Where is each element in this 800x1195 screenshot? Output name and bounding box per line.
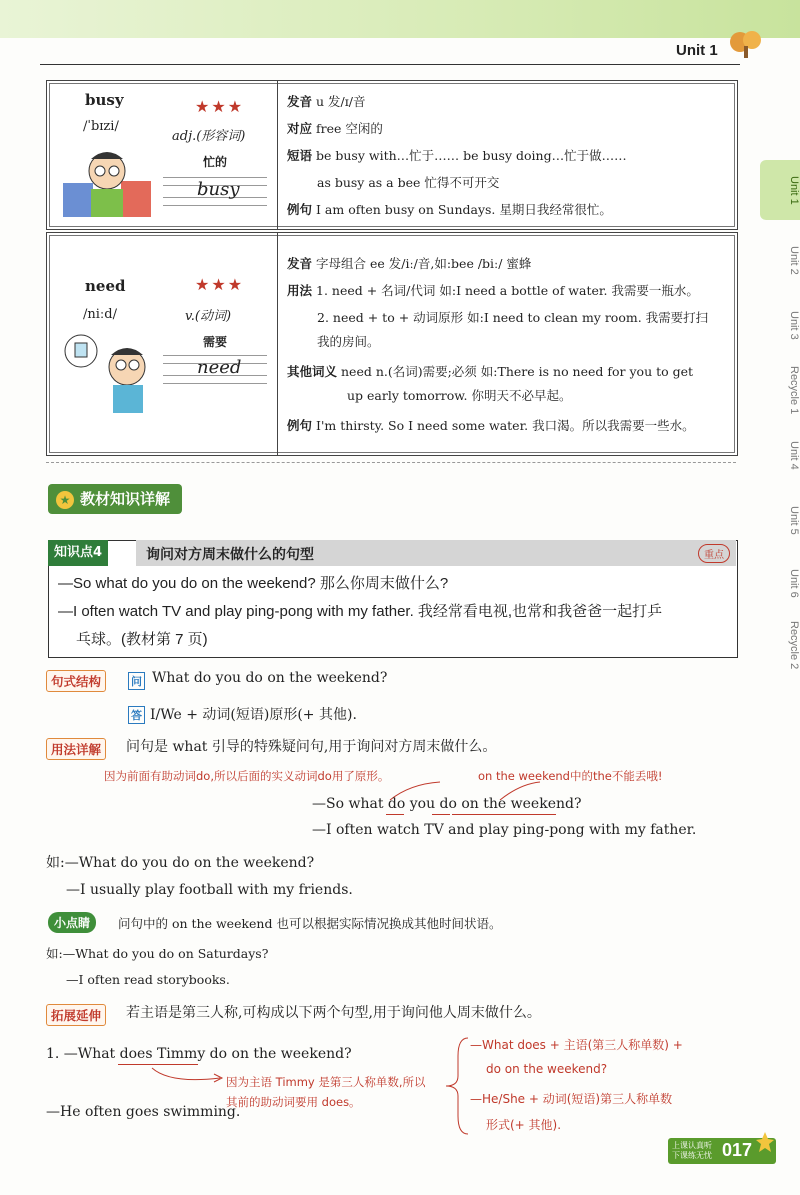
extend-question: 1. —What does Timmy do on the weekend?: [46, 1046, 352, 1062]
tip-answer: —I often read storybooks.: [66, 972, 230, 987]
brace-line-1: —What does + 主语(第三人称单数) +: [470, 1038, 683, 1052]
usage-example-q: —So what do you do on the weekend?: [312, 796, 582, 812]
usage-text: 问句是 what 引导的特殊疑问句,用于询问对方周末做什么。: [126, 739, 497, 755]
top-banner: [0, 0, 800, 38]
underline-does-timmy: [118, 1064, 198, 1065]
knowledge-title: 询问对方周末做什么的句型: [146, 547, 314, 563]
dialog-line-1: —So what do you do on the weekend? 那么你周末做什么?: [58, 575, 449, 592]
mascot-icon: [756, 1132, 774, 1154]
student-illustration: [61, 143, 153, 221]
side-tab-unit3[interactable]: Unit 3: [788, 310, 800, 340]
knowledge-tag: 知识点4: [48, 540, 108, 566]
handwriting-sample: need: [197, 357, 242, 378]
page-number-badge: [668, 1138, 776, 1164]
row-text: u 发/ɪ/音: [316, 94, 366, 109]
star-badge-icon: ★: [56, 491, 74, 509]
footer-slogan: [672, 1141, 712, 1161]
star-rating: ★★★: [195, 97, 245, 116]
answer-icon: 答: [128, 706, 145, 724]
row-label: 短语: [287, 148, 313, 163]
tip-text: 问句中的 on the weekend 也可以根据实际情况换成其他时间状语。: [118, 916, 502, 931]
row-text: I'm thirsty. So I need some water. 我口渴。所以我需要一些水。: [316, 418, 695, 433]
row-label: 发音: [287, 256, 313, 271]
vocab-word: busy: [85, 91, 124, 109]
vocab-phonetic: /niːd/: [83, 307, 117, 322]
structure-answer: I/We + 动词(短语)原形(+ 其他).: [150, 707, 357, 723]
header-rule: [40, 64, 740, 65]
underline-do-2: [432, 814, 450, 815]
row-text: up early tomorrow. 你明天不必早起。: [347, 388, 572, 403]
brace-icon: [440, 1036, 470, 1136]
vocab-details: [287, 255, 732, 441]
underline-weekend: [452, 814, 556, 815]
row-text: 字母组合 ee 发/iː/音,如:bee /biː/ 蜜蜂: [316, 256, 532, 271]
vocab-phonetic: /ˈbɪzi/: [83, 119, 119, 134]
row-text: free 空闲的: [316, 121, 383, 136]
extend-text: 若主语是第三人称,可构成以下两个句型,用于询问他人周末做什么。: [126, 1005, 541, 1021]
side-tab-unit4[interactable]: Unit 4: [788, 440, 800, 470]
annotation-arrow: [150, 1066, 230, 1086]
vocab-meaning: 忙的: [203, 155, 228, 169]
dialog-line-3: 乓球。(教材第 7 页): [76, 631, 208, 648]
extend-answer: —He often goes swimming.: [46, 1104, 241, 1120]
extend-note: 因为主语 Timmy 是第三人称单数,所以其前的助动词要用 does。: [226, 1075, 426, 1109]
handwriting-sample: busy: [197, 179, 240, 200]
row-label: 例句: [287, 202, 313, 217]
row-label: 发音: [287, 94, 313, 109]
usage-label: 用法详解: [46, 738, 106, 760]
section-title: [48, 484, 182, 514]
extend-label: 拓展延伸: [46, 1004, 106, 1026]
tree-icon: [728, 30, 764, 60]
vocab-meaning: 需要: [203, 335, 228, 349]
row-label: 用法: [287, 283, 313, 298]
side-tab-recycle2[interactable]: Recycle 2: [788, 620, 800, 670]
row-label: 对应: [287, 121, 313, 136]
vocab-word: need: [85, 277, 126, 295]
row-text: as busy as a bee 忙得不可开交: [317, 175, 500, 190]
brace-line-2: do on the weekend?: [486, 1062, 608, 1076]
side-tab-unit2[interactable]: Unit 2: [788, 245, 800, 275]
structure-question: What do you do on the weekend?: [152, 670, 388, 686]
question-icon: 问: [128, 672, 145, 690]
part-of-speech: adj.(形容词): [172, 129, 246, 144]
key-point-badge: 重点: [698, 544, 730, 563]
side-tab-unit5[interactable]: Unit 5: [788, 505, 800, 535]
dialog-line-2: —I often watch TV and play ping-pong with my father. 我经常看电视,也常和我爸爸一起打乒: [58, 603, 663, 620]
row-text: 2. need + to + 动词原形 如:I need to clean my room. 我需要打扫: [317, 310, 709, 325]
section-title-text: 教材知识详解: [80, 490, 171, 508]
unit-title: Unit 1: [676, 42, 718, 59]
vocab-card-busy: [46, 80, 738, 230]
star-rating: ★★★: [195, 275, 245, 294]
usage-example-a: —I often watch TV and play ping-pong with my father.: [312, 822, 697, 838]
underline-do: [386, 814, 404, 815]
slogan-line-1: 上课认真听: [672, 1141, 712, 1150]
tip-question: 如:—What do you do on Saturdays?: [46, 946, 269, 961]
slogan-line-2: 下课练无忧: [672, 1151, 712, 1160]
tip-label: 小点睛: [48, 912, 96, 933]
page-number: 017: [722, 1140, 753, 1160]
brace-line-3: —He/She + 动词(短语)第三人称单数: [470, 1092, 673, 1106]
side-tab-unit6[interactable]: Unit 6: [788, 568, 800, 598]
side-tab-recycle1[interactable]: Recycle 1: [788, 365, 800, 415]
vocab-card-need: [46, 232, 738, 456]
usage-note-2: on the weekend中的the不能丢哦!: [478, 769, 663, 783]
side-tab-unit1[interactable]: Unit 1: [760, 160, 800, 220]
thirsty-boy-illustration: [61, 333, 165, 415]
part-of-speech: v.(动词): [185, 309, 232, 324]
dashed-divider: [46, 462, 736, 463]
example-question: 如:—What do you do on the weekend?: [46, 855, 315, 871]
row-label: 其他词义: [287, 364, 338, 379]
row-text: need n.(名词)需要;必须 如:There is no need for you to get: [341, 364, 694, 379]
row-text: I am often busy on Sundays. 星期日我经常很忙。: [316, 202, 612, 217]
row-text: 我的房间。: [317, 334, 380, 349]
brace-line-4: 形式(+ 其他).: [486, 1118, 562, 1132]
usage-note-1: 因为前面有助动词do,所以后面的实义动词do用了原形。: [104, 769, 390, 783]
row-text: be busy with…忙于…… be busy doing…忙于做……: [316, 148, 627, 163]
example-answer: —I usually play football with my friends.: [66, 882, 353, 898]
row-label: 例句: [287, 418, 313, 433]
structure-label: 句式结构: [46, 670, 106, 692]
vocab-details: [287, 93, 727, 228]
row-text: 1. need + 名词/代词 如:I need a bottle of water. 我需要一瓶水。: [316, 283, 699, 298]
